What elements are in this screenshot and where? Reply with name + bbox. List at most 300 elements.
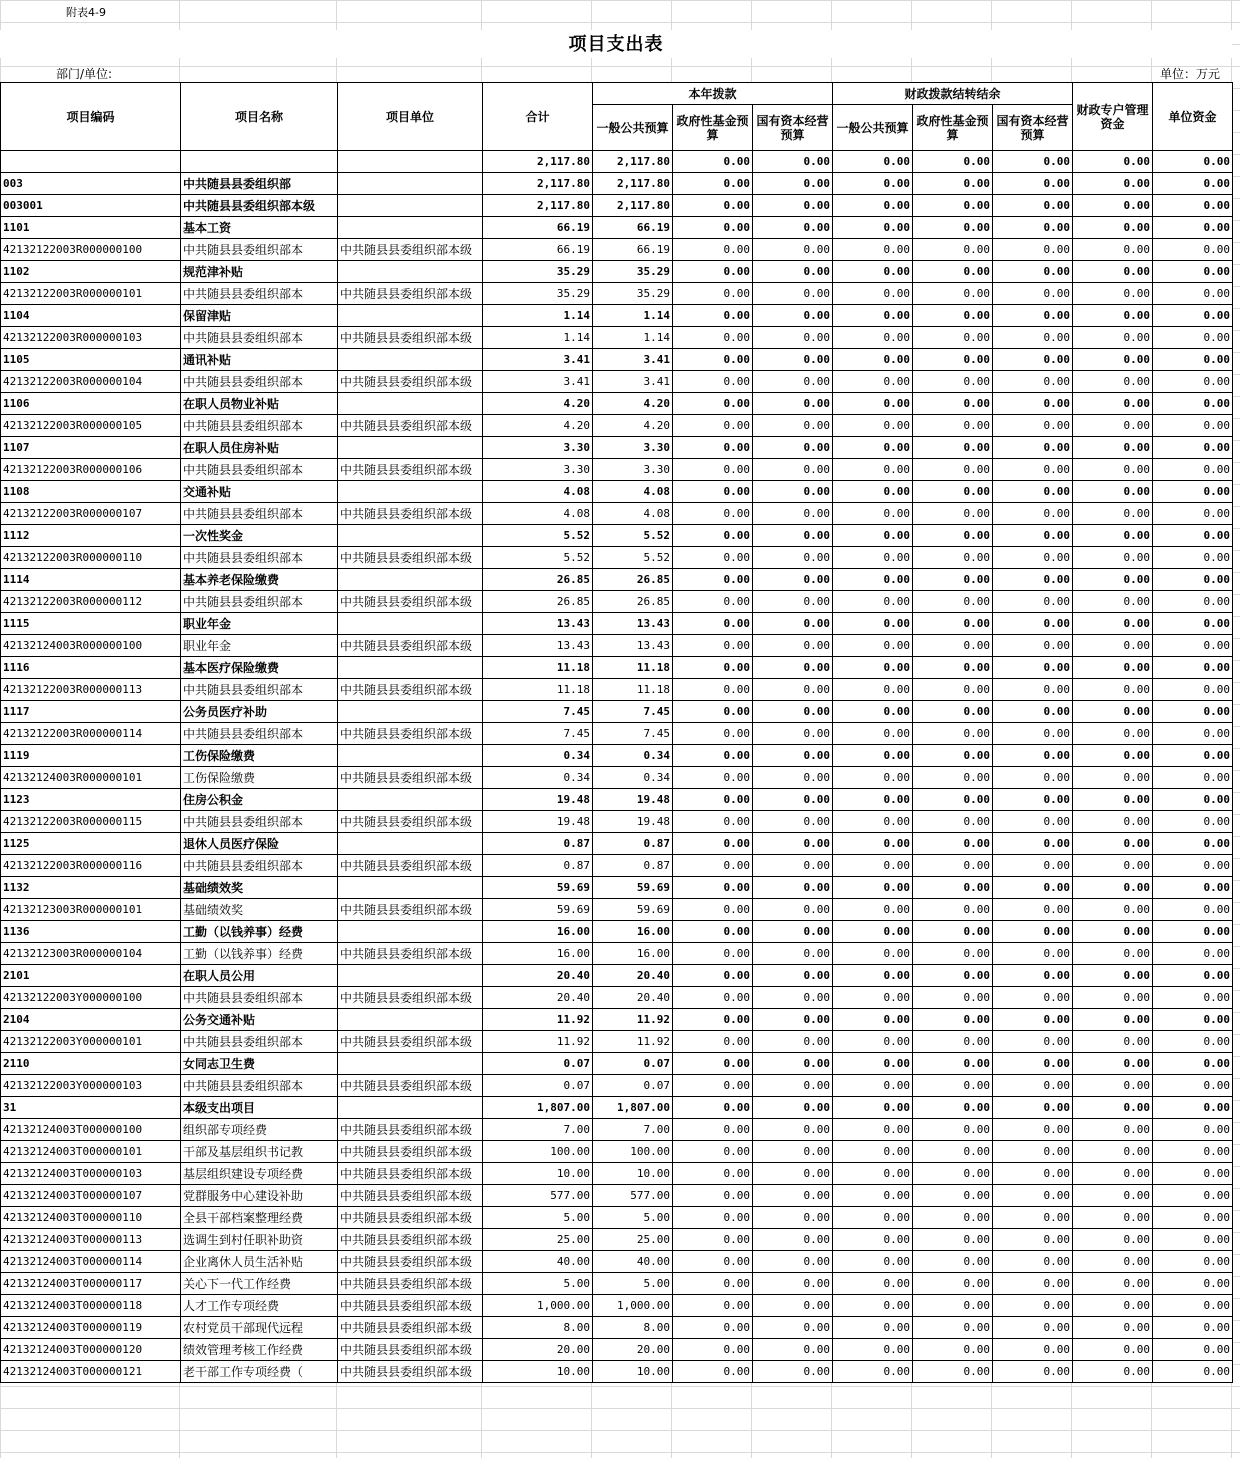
cell-carry-state-capital: 0.00 (993, 261, 1073, 283)
cell-carry-fund: 0.00 (913, 437, 993, 459)
cell-project-code: 42132122003R000000100 (1, 239, 181, 261)
cell-project-unit (338, 789, 483, 811)
cell-project-code: 42132124003T000000113 (1, 1229, 181, 1251)
table-row (1, 151, 1233, 173)
cell-carry-fund: 0.00 (913, 1163, 993, 1185)
cell-carry-general: 0.00 (833, 481, 913, 503)
cell-project-unit: 中共随县县委组织部本级 (338, 1251, 483, 1273)
table-row (1, 525, 1233, 547)
cell-special-account: 0.00 (1073, 1009, 1153, 1031)
header-current-general: 一般公共预算 (593, 105, 673, 151)
cell-current-state-capital: 0.00 (753, 1075, 833, 1097)
cell-own-funds: 0.00 (1153, 1295, 1233, 1317)
cell-current-general: 0.34 (593, 767, 673, 789)
cell-project-code: 2101 (1, 965, 181, 987)
cell-total: 11.92 (483, 1031, 593, 1053)
cell-current-state-capital: 0.00 (753, 635, 833, 657)
cell-carry-fund: 0.00 (913, 415, 993, 437)
cell-total: 7.00 (483, 1119, 593, 1141)
cell-total: 20.00 (483, 1339, 593, 1361)
cell-carry-fund: 0.00 (913, 1317, 993, 1339)
cell-project-unit (338, 349, 483, 371)
cell-special-account: 0.00 (1073, 437, 1153, 459)
cell-special-account: 0.00 (1073, 239, 1153, 261)
cell-project-code: 1117 (1, 701, 181, 723)
cell-project-name: 关心下一代工作经费 (181, 1273, 338, 1295)
cell-own-funds: 0.00 (1153, 481, 1233, 503)
cell-project-name: 中共随县县委组织部本 (181, 371, 338, 393)
cell-project-code: 42132122003R000000113 (1, 679, 181, 701)
cell-current-general: 20.40 (593, 965, 673, 987)
cell-current-state-capital: 0.00 (753, 1361, 833, 1383)
table-row (1, 1273, 1233, 1295)
table-row (1, 1009, 1233, 1031)
cell-project-name: 工勤（以钱养事）经费 (181, 921, 338, 943)
cell-project-code: 42132124003T000000118 (1, 1295, 181, 1317)
cell-carry-state-capital: 0.00 (993, 349, 1073, 371)
cell-own-funds: 0.00 (1153, 965, 1233, 987)
cell-own-funds: 0.00 (1153, 1163, 1233, 1185)
cell-carry-state-capital: 0.00 (993, 657, 1073, 679)
cell-project-code: 42132124003T000000103 (1, 1163, 181, 1185)
cell-project-name: 中共随县县委组织部本 (181, 547, 338, 569)
cell-project-code: 1105 (1, 349, 181, 371)
cell-total: 66.19 (483, 239, 593, 261)
cell-project-code: 42132122003R000000104 (1, 371, 181, 393)
table-row (1, 613, 1233, 635)
cell-carry-state-capital: 0.00 (993, 745, 1073, 767)
cell-project-unit (338, 393, 483, 415)
cell-current-general: 40.00 (593, 1251, 673, 1273)
cell-current-fund: 0.00 (673, 613, 753, 635)
cell-current-state-capital: 0.00 (753, 371, 833, 393)
table-row (1, 1295, 1233, 1317)
cell-project-code: 1136 (1, 921, 181, 943)
cell-carry-state-capital: 0.00 (993, 327, 1073, 349)
cell-own-funds: 0.00 (1153, 657, 1233, 679)
cell-current-state-capital: 0.00 (753, 305, 833, 327)
cell-current-fund: 0.00 (673, 393, 753, 415)
cell-carry-fund: 0.00 (913, 349, 993, 371)
cell-current-general: 2,117.80 (593, 195, 673, 217)
cell-project-name: 工伤保险缴费 (181, 767, 338, 789)
cell-current-general: 3.41 (593, 371, 673, 393)
table-row (1, 1229, 1233, 1251)
cell-project-name: 中共随县县委组织部本 (181, 1075, 338, 1097)
cell-current-state-capital: 0.00 (753, 899, 833, 921)
cell-current-general: 11.92 (593, 1009, 673, 1031)
cell-current-state-capital: 0.00 (753, 855, 833, 877)
cell-own-funds: 0.00 (1153, 833, 1233, 855)
cell-total: 0.07 (483, 1075, 593, 1097)
cell-special-account: 0.00 (1073, 921, 1153, 943)
cell-current-general: 59.69 (593, 877, 673, 899)
cell-project-unit (338, 569, 483, 591)
cell-own-funds: 0.00 (1153, 261, 1233, 283)
cell-carry-fund: 0.00 (913, 1075, 993, 1097)
cell-project-unit (338, 481, 483, 503)
table-row (1, 1119, 1233, 1141)
cell-carry-state-capital: 0.00 (993, 173, 1073, 195)
cell-carry-general: 0.00 (833, 327, 913, 349)
cell-project-name: 本级支出项目 (181, 1097, 338, 1119)
cell-own-funds: 0.00 (1153, 393, 1233, 415)
header-code: 项目编码 (1, 83, 181, 151)
cell-own-funds: 0.00 (1153, 701, 1233, 723)
cell-carry-state-capital: 0.00 (993, 393, 1073, 415)
cell-own-funds: 0.00 (1153, 1141, 1233, 1163)
cell-special-account: 0.00 (1073, 1053, 1153, 1075)
cell-own-funds: 0.00 (1153, 525, 1233, 547)
cell-total: 11.18 (483, 679, 593, 701)
cell-carry-fund: 0.00 (913, 1361, 993, 1383)
cell-current-state-capital: 0.00 (753, 1251, 833, 1273)
cell-carry-state-capital: 0.00 (993, 635, 1073, 657)
cell-project-name: 党群服务中心建设补助 (181, 1185, 338, 1207)
cell-special-account: 0.00 (1073, 679, 1153, 701)
cell-project-unit (338, 1097, 483, 1119)
cell-special-account: 0.00 (1073, 371, 1153, 393)
cell-total: 1,000.00 (483, 1295, 593, 1317)
cell-project-unit: 中共随县县委组织部本级 (338, 415, 483, 437)
cell-carry-general: 0.00 (833, 1317, 913, 1339)
cell-total: 8.00 (483, 1317, 593, 1339)
cell-project-code: 1123 (1, 789, 181, 811)
cell-project-code: 1106 (1, 393, 181, 415)
cell-current-general: 5.52 (593, 525, 673, 547)
cell-total: 20.40 (483, 987, 593, 1009)
cell-current-fund: 0.00 (673, 547, 753, 569)
cell-current-state-capital: 0.00 (753, 921, 833, 943)
cell-carry-state-capital: 0.00 (993, 855, 1073, 877)
cell-project-name: 中共随县县委组织部本 (181, 415, 338, 437)
table-row (1, 789, 1233, 811)
cell-special-account: 0.00 (1073, 305, 1153, 327)
cell-carry-state-capital: 0.00 (993, 701, 1073, 723)
cell-total: 0.87 (483, 833, 593, 855)
cell-current-fund: 0.00 (673, 217, 753, 239)
cell-carry-fund: 0.00 (913, 1251, 993, 1273)
cell-project-code: 42132122003R000000112 (1, 591, 181, 613)
cell-current-general: 26.85 (593, 569, 673, 591)
cell-project-code: 2110 (1, 1053, 181, 1075)
cell-carry-general: 0.00 (833, 1009, 913, 1031)
cell-current-fund: 0.00 (673, 833, 753, 855)
currency-unit-label: 单位：万元 (1160, 67, 1221, 81)
cell-carry-fund: 0.00 (913, 943, 993, 965)
cell-carry-fund: 0.00 (913, 1119, 993, 1141)
cell-current-fund: 0.00 (673, 1163, 753, 1185)
header-carry-fund: 政府性基金预算 (913, 105, 993, 151)
table-row (1, 855, 1233, 877)
cell-project-unit: 中共随县县委组织部本级 (338, 899, 483, 921)
cell-special-account: 0.00 (1073, 569, 1153, 591)
cell-current-state-capital: 0.00 (753, 283, 833, 305)
cell-project-unit (338, 195, 483, 217)
cell-carry-general: 0.00 (833, 723, 913, 745)
cell-project-name: 交通补贴 (181, 481, 338, 503)
cell-project-unit: 中共随县县委组织部本级 (338, 1361, 483, 1383)
cell-project-unit (338, 1053, 483, 1075)
cell-carry-general: 0.00 (833, 415, 913, 437)
cell-carry-fund: 0.00 (913, 1031, 993, 1053)
cell-carry-general: 0.00 (833, 1207, 913, 1229)
cell-carry-fund: 0.00 (913, 1229, 993, 1251)
cell-current-fund: 0.00 (673, 1295, 753, 1317)
cell-carry-fund: 0.00 (913, 877, 993, 899)
cell-project-unit: 中共随县县委组织部本级 (338, 1075, 483, 1097)
cell-current-state-capital: 0.00 (753, 745, 833, 767)
cell-own-funds: 0.00 (1153, 591, 1233, 613)
cell-carry-fund: 0.00 (913, 305, 993, 327)
cell-current-general: 7.45 (593, 723, 673, 745)
cell-total: 13.43 (483, 635, 593, 657)
cell-special-account: 0.00 (1073, 261, 1153, 283)
cell-total: 4.08 (483, 481, 593, 503)
cell-current-general: 13.43 (593, 635, 673, 657)
cell-project-code: 1116 (1, 657, 181, 679)
cell-carry-state-capital: 0.00 (993, 217, 1073, 239)
cell-project-name: 人才工作专项经费 (181, 1295, 338, 1317)
cell-special-account: 0.00 (1073, 745, 1153, 767)
cell-carry-general: 0.00 (833, 877, 913, 899)
cell-project-name: 全县干部档案整理经费 (181, 1207, 338, 1229)
cell-carry-general: 0.00 (833, 547, 913, 569)
cell-current-state-capital: 0.00 (753, 481, 833, 503)
cell-project-name: 中共随县县委组织部本 (181, 503, 338, 525)
cell-project-unit: 中共随县县委组织部本级 (338, 943, 483, 965)
cell-project-unit (338, 877, 483, 899)
cell-project-unit (338, 173, 483, 195)
cell-special-account: 0.00 (1073, 1295, 1153, 1317)
cell-carry-general: 0.00 (833, 1295, 913, 1317)
cell-project-unit (338, 1009, 483, 1031)
cell-total: 5.00 (483, 1273, 593, 1295)
cell-special-account: 0.00 (1073, 393, 1153, 415)
cell-special-account: 0.00 (1073, 459, 1153, 481)
cell-project-name: 中共随县县委组织部本 (181, 459, 338, 481)
cell-carry-general: 0.00 (833, 921, 913, 943)
cell-project-unit: 中共随县县委组织部本级 (338, 635, 483, 657)
cell-special-account: 0.00 (1073, 855, 1153, 877)
cell-project-code: 42132124003R000000101 (1, 767, 181, 789)
cell-own-funds: 0.00 (1153, 1075, 1233, 1097)
cell-current-state-capital: 0.00 (753, 1207, 833, 1229)
cell-project-unit: 中共随县县委组织部本级 (338, 1185, 483, 1207)
cell-project-code: 1107 (1, 437, 181, 459)
cell-current-state-capital: 0.00 (753, 349, 833, 371)
cell-carry-fund: 0.00 (913, 1339, 993, 1361)
cell-carry-state-capital: 0.00 (993, 987, 1073, 1009)
cell-current-state-capital: 0.00 (753, 1273, 833, 1295)
cell-project-unit: 中共随县县委组织部本级 (338, 1031, 483, 1053)
cell-total: 19.48 (483, 789, 593, 811)
cell-carry-fund: 0.00 (913, 899, 993, 921)
cell-special-account: 0.00 (1073, 613, 1153, 635)
cell-own-funds: 0.00 (1153, 1119, 1233, 1141)
cell-carry-state-capital: 0.00 (993, 1295, 1073, 1317)
cell-project-unit (338, 305, 483, 327)
table-row (1, 217, 1233, 239)
cell-current-general: 5.00 (593, 1273, 673, 1295)
cell-project-unit: 中共随县县委组织部本级 (338, 855, 483, 877)
cell-current-state-capital: 0.00 (753, 767, 833, 789)
cell-project-unit: 中共随县县委组织部本级 (338, 987, 483, 1009)
cell-project-unit: 中共随县县委组织部本级 (338, 1141, 483, 1163)
cell-current-state-capital: 0.00 (753, 679, 833, 701)
cell-current-general: 19.48 (593, 789, 673, 811)
cell-carry-fund: 0.00 (913, 591, 993, 613)
cell-current-general: 2,117.80 (593, 151, 673, 173)
cell-project-name: 中共随县县委组织部本 (181, 1031, 338, 1053)
cell-total: 35.29 (483, 283, 593, 305)
cell-carry-fund: 0.00 (913, 855, 993, 877)
cell-own-funds: 0.00 (1153, 1185, 1233, 1207)
cell-carry-state-capital: 0.00 (993, 151, 1073, 173)
cell-carry-state-capital: 0.00 (993, 1009, 1073, 1031)
cell-current-general: 5.52 (593, 547, 673, 569)
cell-own-funds: 0.00 (1153, 767, 1233, 789)
cell-project-code: 42132122003Y000000100 (1, 987, 181, 1009)
cell-project-code: 42132122003R000000107 (1, 503, 181, 525)
cell-own-funds: 0.00 (1153, 239, 1233, 261)
cell-current-general: 7.00 (593, 1119, 673, 1141)
cell-carry-general: 0.00 (833, 657, 913, 679)
cell-own-funds: 0.00 (1153, 613, 1233, 635)
table-row (1, 1031, 1233, 1053)
cell-current-fund: 0.00 (673, 459, 753, 481)
cell-special-account: 0.00 (1073, 1163, 1153, 1185)
cell-current-state-capital: 0.00 (753, 811, 833, 833)
cell-total: 40.00 (483, 1251, 593, 1273)
cell-carry-state-capital: 0.00 (993, 1163, 1073, 1185)
cell-project-code: 1102 (1, 261, 181, 283)
cell-own-funds: 0.00 (1153, 1361, 1233, 1383)
cell-project-code: 42132124003T000000114 (1, 1251, 181, 1273)
cell-current-state-capital: 0.00 (753, 987, 833, 1009)
cell-project-name: 职业年金 (181, 613, 338, 635)
cell-carry-state-capital: 0.00 (993, 503, 1073, 525)
cell-project-code: 003 (1, 173, 181, 195)
cell-current-fund: 0.00 (673, 877, 753, 899)
table-row (1, 173, 1233, 195)
cell-current-general: 0.34 (593, 745, 673, 767)
cell-project-unit (338, 921, 483, 943)
project-expenditure-table (0, 82, 1233, 1383)
cell-current-general: 35.29 (593, 261, 673, 283)
cell-special-account: 0.00 (1073, 877, 1153, 899)
cell-special-account: 0.00 (1073, 1141, 1153, 1163)
cell-current-state-capital: 0.00 (753, 217, 833, 239)
cell-carry-general: 0.00 (833, 943, 913, 965)
cell-project-name: 在职人员住房补贴 (181, 437, 338, 459)
cell-project-name: 中共随县县委组织部本 (181, 679, 338, 701)
cell-current-state-capital: 0.00 (753, 965, 833, 987)
header-current-state-capital: 国有资本经营预算 (753, 105, 833, 151)
cell-special-account: 0.00 (1073, 965, 1153, 987)
cell-total: 11.92 (483, 1009, 593, 1031)
cell-project-unit: 中共随县县委组织部本级 (338, 1229, 483, 1251)
cell-carry-general: 0.00 (833, 987, 913, 1009)
table-row (1, 943, 1233, 965)
table-row (1, 965, 1233, 987)
cell-carry-general: 0.00 (833, 173, 913, 195)
table-row (1, 723, 1233, 745)
cell-project-name: 女同志卫生费 (181, 1053, 338, 1075)
table-row (1, 921, 1233, 943)
cell-carry-general: 0.00 (833, 899, 913, 921)
cell-carry-fund: 0.00 (913, 965, 993, 987)
cell-carry-state-capital: 0.00 (993, 239, 1073, 261)
header-group-carryover: 财政拨款结转结余 (833, 83, 1073, 105)
cell-current-state-capital: 0.00 (753, 723, 833, 745)
cell-current-fund: 0.00 (673, 591, 753, 613)
cell-project-unit (338, 701, 483, 723)
cell-carry-state-capital: 0.00 (993, 415, 1073, 437)
cell-total: 26.85 (483, 591, 593, 613)
table-row (1, 1075, 1233, 1097)
cell-project-name: 企业离休人员生活补贴 (181, 1251, 338, 1273)
cell-special-account: 0.00 (1073, 1339, 1153, 1361)
cell-project-code: 42132124003T000000120 (1, 1339, 181, 1361)
cell-project-name: 一次性奖金 (181, 525, 338, 547)
cell-project-unit (338, 657, 483, 679)
cell-project-unit: 中共随县县委组织部本级 (338, 283, 483, 305)
cell-project-name: 中共随县县委组织部本 (181, 239, 338, 261)
cell-project-name: 农村党员干部现代远程 (181, 1317, 338, 1339)
cell-carry-fund: 0.00 (913, 1141, 993, 1163)
table-row (1, 239, 1233, 261)
cell-carry-general: 0.00 (833, 239, 913, 261)
cell-carry-state-capital: 0.00 (993, 1273, 1073, 1295)
cell-carry-fund: 0.00 (913, 1207, 993, 1229)
cell-current-state-capital: 0.00 (753, 393, 833, 415)
cell-project-code: 42132124003T000000110 (1, 1207, 181, 1229)
cell-carry-fund: 0.00 (913, 327, 993, 349)
cell-carry-fund: 0.00 (913, 283, 993, 305)
cell-current-general: 1,000.00 (593, 1295, 673, 1317)
cell-current-fund: 0.00 (673, 767, 753, 789)
cell-carry-general: 0.00 (833, 195, 913, 217)
cell-current-general: 10.00 (593, 1163, 673, 1185)
header-name: 项目名称 (181, 83, 338, 151)
cell-project-unit: 中共随县县委组织部本级 (338, 327, 483, 349)
header-current-fund: 政府性基金预算 (673, 105, 753, 151)
cell-current-state-capital: 0.00 (753, 1317, 833, 1339)
cell-project-unit: 中共随县县委组织部本级 (338, 1207, 483, 1229)
cell-special-account: 0.00 (1073, 349, 1153, 371)
cell-carry-fund: 0.00 (913, 987, 993, 1009)
cell-current-fund: 0.00 (673, 569, 753, 591)
cell-project-unit: 中共随县县委组织部本级 (338, 1273, 483, 1295)
cell-special-account: 0.00 (1073, 1273, 1153, 1295)
cell-project-name: 工伤保险缴费 (181, 745, 338, 767)
cell-project-unit: 中共随县县委组织部本级 (338, 679, 483, 701)
cell-project-name: 中共随县县委组织部本 (181, 987, 338, 1009)
cell-carry-state-capital: 0.00 (993, 283, 1073, 305)
cell-project-unit: 中共随县县委组织部本级 (338, 1317, 483, 1339)
cell-carry-general: 0.00 (833, 1119, 913, 1141)
cell-carry-state-capital: 0.00 (993, 877, 1073, 899)
cell-project-name: 住房公积金 (181, 789, 338, 811)
cell-special-account: 0.00 (1073, 481, 1153, 503)
cell-current-state-capital: 0.00 (753, 1185, 833, 1207)
cell-current-state-capital: 0.00 (753, 877, 833, 899)
cell-total: 25.00 (483, 1229, 593, 1251)
cell-carry-fund: 0.00 (913, 173, 993, 195)
cell-current-fund: 0.00 (673, 349, 753, 371)
cell-current-fund: 0.00 (673, 1207, 753, 1229)
